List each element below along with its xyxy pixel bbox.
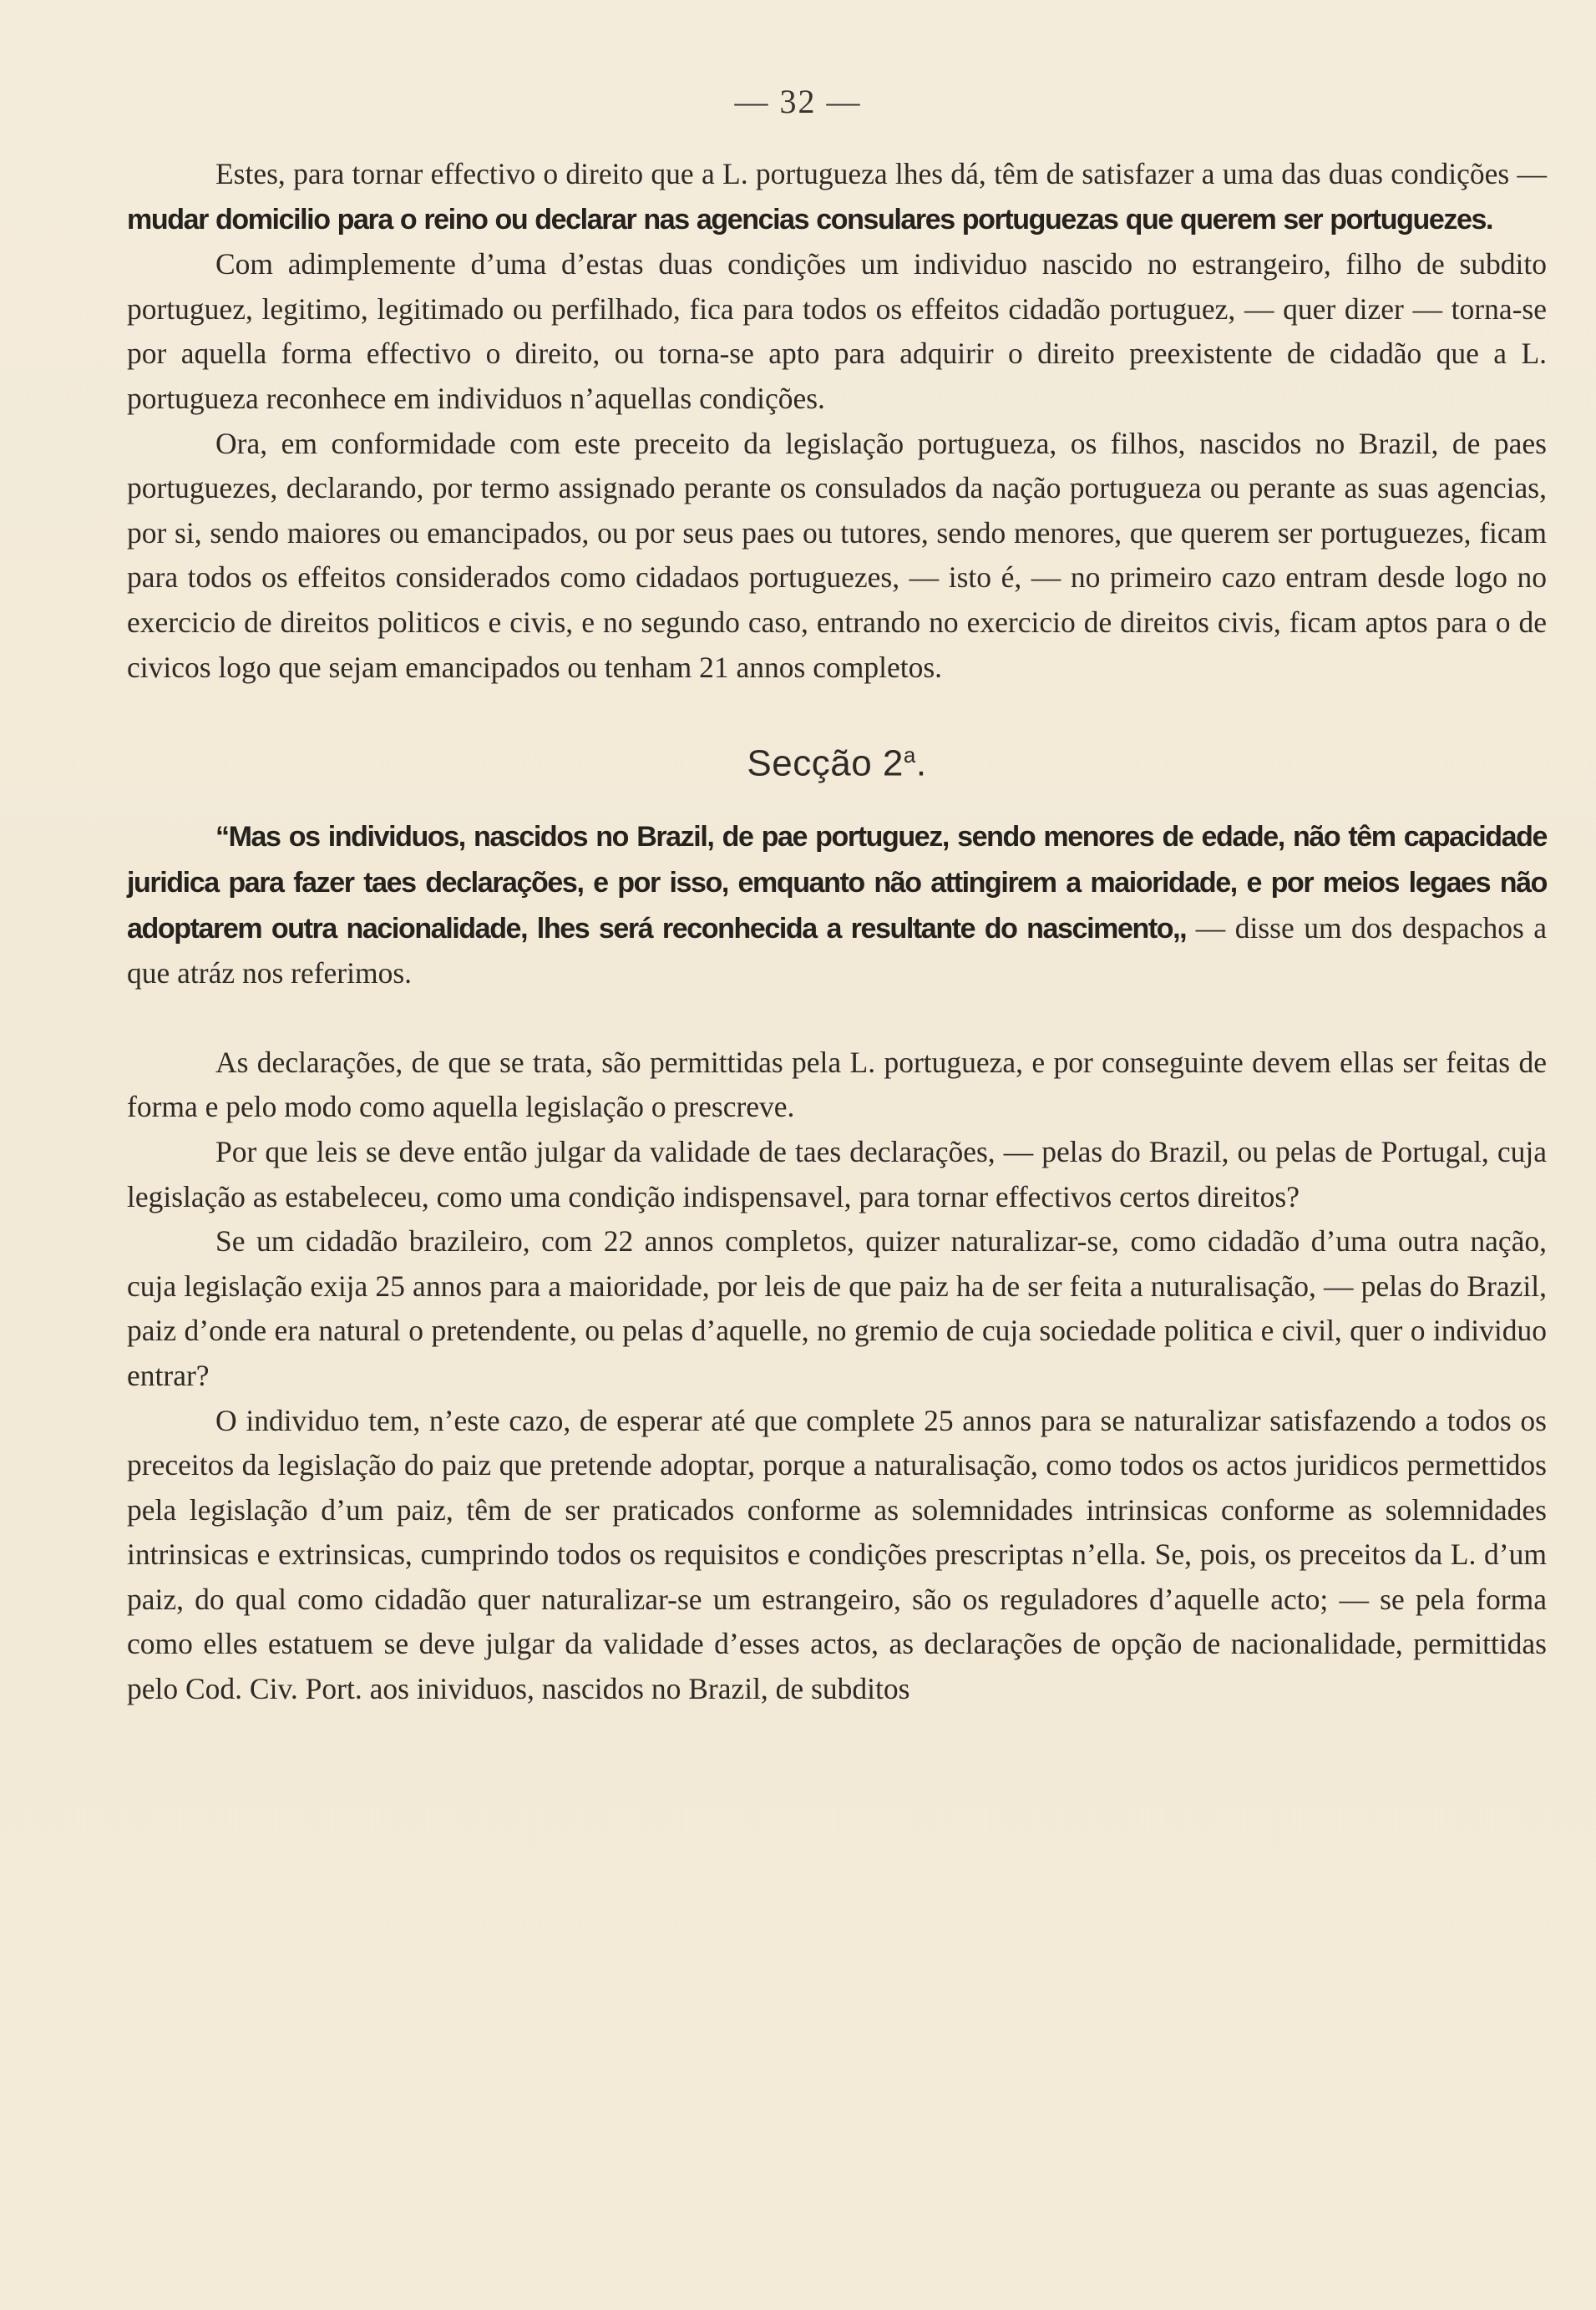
section-heading-ordinal: a [903, 742, 916, 768]
paragraph-1 [127, 152, 1547, 242]
section-heading-period: . [915, 742, 927, 784]
paragraph-5: Por que leis se deve então julgar da validade de taes declarações, — pelas do Brazil, ou pelas de Portugal, cuja legislação as estabeleceu, como uma condição indispensavel, para tornar effectivos certos direitos? [127, 1134, 1547, 1213]
paragraph-2: Com adimplemente d’uma d’estas duas condições um individuo nascido no estrangeiro, filho de subdito portuguez, legitimo, legitimado ou perfilhado, fica para todos os effeitos cidadão portuguez, — quer dizer — torna-se por aquella forma effectivo o direito, ou torna-se apto para adquirir o direito preexistente de cidadão que a L. portugueza reconhece em individuos n’aquellas condições. [127, 247, 1547, 415]
section-heading [127, 733, 1547, 786]
paragraph-1-bold-text: mudar domicilio para o reino ou declarar nas agencias consulares portuguezas que querem ser portuguezes. [127, 203, 1493, 236]
section-heading-title: Secção 2 [747, 742, 904, 784]
page-body [127, 152, 1547, 1712]
quote-rest-text: — disse um dos despachos a que atráz nos referimos. [127, 910, 1548, 990]
quote-bold-text: “Mas os individuos, nascidos no Brazil, de pae portuguez, sendo menores de edade, não têm capacidade juridica para fazer taes declarações, e por isso, emquanto não attingirem a maioridade, e por meios legaes não adoptarem outra nacionalidade, lhes será reconhecida a resultante do nascimento,, [127, 821, 1547, 945]
page-number: — 32 — [734, 83, 862, 120]
paragraph-1-text: Estes, para tornar effectivo o direito que a L. portugueza lhes dá, têm de satisfazer a uma das duas condições — [215, 157, 1547, 190]
paragraph-4: As declarações, de que se trata, são permittidas pela L. portugueza, e por conseguinte devem ellas ser feitas de forma e pelo modo como aquella legislação o prescreve. [127, 1045, 1547, 1124]
paragraph-3: Ora, em conformidade com este preceito da legislação portugueza, os filhos, nascidos no Brazil, de paes portuguezes, declarando, por termo assignado perante os consulados da nação portugueza ou perante as suas agencias, por si, sendo maiores ou emancipados, ou por seus paes ou tutores, sendo menores, que querem ser portuguezes, ficam para todos os effeitos considerados como cidadaos portuguezes, — isto é, — no primeiro cazo entram desde logo no exercicio de direitos politicos e civis, e no segundo caso, entrando no exercicio de direitos civis, ficam aptos para o de civicos logo que sejam emancipados ou tenham 21 annos completos. [127, 426, 1547, 684]
paragraph-spacer [127, 996, 1547, 1041]
quote-paragraph [127, 814, 1547, 995]
paragraph-7: O individuo tem, n’este cazo, de esperar até que complete 25 annos para se naturalizar satisfazendo a todos os preceitos da legislação do paiz que pretende adoptar, porque a naturalisação, como todos os actos juridicos permettidos pela legislação d’um paiz, têm de ser praticados conforme as solemnidades intrinsicas conforme as solemnidades intrinsicas e extrinsicas, cumprindo todos os requisitos e condições prescriptas n’ella. Se, pois, os preceitos da L. d’um paiz, do qual como cidadão quer naturalizar-se um estrangeiro, são os reguladores d’aquelle acto; — se pela forma como elles estatuem se deve julgar da validade d’esses actos, as declarações de opção de nacionalidade, permittidas pelo Cod. Civ. Port. aos inividuos, nascidos no Brazil, de subditos [127, 1403, 1547, 1706]
paragraph-6: Se um cidadão brazileiro, com 22 annos completos, quizer naturalizar-se, como cidadão d’uma outra nação, cuja legislação exija 25 annos para a maioridade, por leis de que paiz ha de ser feita a nuturalisação, — pelas do Brazil, paiz d’onde era natural o pretendente, ou pelas d’aquelle, no gremio de cuja sociedade politica e civil, quer o individuo entrar? [127, 1224, 1547, 1392]
